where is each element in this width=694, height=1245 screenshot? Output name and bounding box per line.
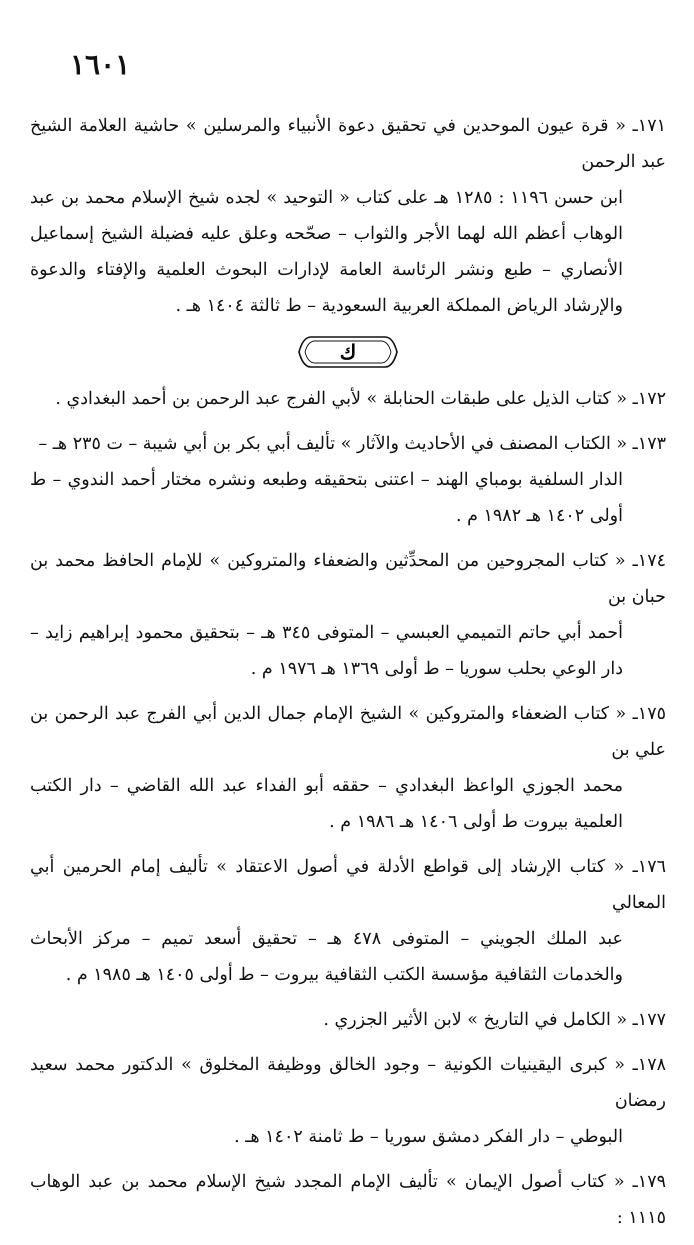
entry-continuation: الدار السلفية بومباي الهند – اعتنى بتحقيقه وطبعه ونشره مختار أحمد الندوي – ط أولى ١٤٠٢ هـ ١٩٨٢ م .: [30, 470, 623, 526]
section-heading: [30, 333, 666, 373]
entry-first-line: ١٧٦ـ « كتاب الإرشاد إلى قواطع الأدلة في أصول الاعتقاد » تأليف إمام الحرمين أبي المعالي: [30, 857, 666, 913]
page-number: ١٦٠١: [70, 48, 131, 81]
entry-continuation: محمد الجوزي الواعظ البغدادي – حققه أبو الفداء عبد الله القاضي – دار الكتب العلمية بيروت ط أولى ١٤٠٦ هـ ١٩٨٦ م .: [30, 776, 623, 832]
bibliography-list: [30, 108, 666, 1245]
bibliography-entry: [30, 543, 666, 687]
entry-continuation: أحمد أبي حاتم التميمي العبسي – المتوفى ٣٤٥ هـ – بتحقيق محمود إبراهيم زايد – دار الوعي بحلب سوريا – ط أولى ١٣٦٩ هـ ١٩٧٦ م .: [30, 623, 623, 679]
section-letter: ك: [339, 340, 357, 364]
entry-continuation: ابن حسن ١١٩٦ : ١٢٨٥ هـ على كتاب « التوحيد » لجده شيخ الإسلام محمد بن عبد الوهاب أعظم الله لهما الأجر والثواب – صحّحه وعلق عليه فضيلة الشيخ إسماعيل الأنصاري – طبع ونشر الرئاسة العامة لإدارات البحوث العلمية والإفتاء والدعوة والإرشاد الرياض المملكة العربية السعودية – ط ثالثة ١٤٠٤ هـ .: [30, 188, 623, 316]
entry-first-line: ١٧٩ـ « كتاب أصول الإيمان » تأليف الإمام المجدد شيخ الإسلام محمد بن عبد الوهاب ١١١٥ :: [30, 1172, 666, 1228]
bibliography-entry: [30, 696, 666, 840]
bibliography-entry: [30, 1047, 666, 1155]
bibliography-entry: [30, 426, 666, 534]
entry-first-line: ١٧٢ـ « كتاب الذيل على طبقات الحنابلة » لأبي الفرج عبد الرحمن بن أحمد البغدادي .: [55, 389, 666, 409]
bibliography-entry: [30, 381, 666, 417]
entry-first-line: ١٧٣ـ « الكتاب المصنف في الأحاديث والآثار » تأليف أبي بكر بن أبي شيبة – ت ٢٣٥ هـ –: [38, 434, 666, 454]
entry-first-line: ١٧٤ـ « كتاب المجروحين من المحدِّثين والضعفاء والمتروكين » للإمام الحافظ محمد بن حبان بن: [30, 551, 666, 607]
entry-first-line: ١٧٧ـ « الكامل في التاريخ » لابن الأثير الجزري .: [323, 1010, 666, 1030]
entry-first-line: ١٧٥ـ « كتاب الضعفاء والمتروكين » الشيخ الإمام جمال الدين أبي الفرج عبد الرحمن بن علي بن: [30, 704, 666, 760]
bibliography-entry: [30, 849, 666, 993]
entry-first-line: ١٧١ـ « قرة عيون الموحدين في تحقيق دعوة الأنبياء والمرسلين » حاشية العلامة الشيخ عبد الرحمن: [30, 116, 666, 172]
bibliography-entry: [30, 108, 666, 324]
entry-continuation: البوطي – دار الفكر دمشق سوريا – ط ثامنة ١٤٠٢ هـ .: [234, 1127, 623, 1147]
entry-first-line: ١٧٨ـ « كبرى اليقينيات الكونية – وجود الخالق ووظيفة المخلوق » الدكتور محمد سعيد رمضان: [30, 1055, 666, 1111]
entry-continuation: عبد الملك الجويني – المتوفى ٤٧٨ هـ – تحقيق أسعد تميم – مركز الأبحاث والخدمات الثقافية مؤسسة الكتب الثقافية بيروت – ط أولى ١٤٠٥ هـ ١٩٨٥ م .: [30, 929, 624, 985]
bibliography-entry: [30, 1164, 666, 1236]
bibliography-entry: [30, 1002, 666, 1038]
section-frame-ornament: [293, 333, 403, 371]
